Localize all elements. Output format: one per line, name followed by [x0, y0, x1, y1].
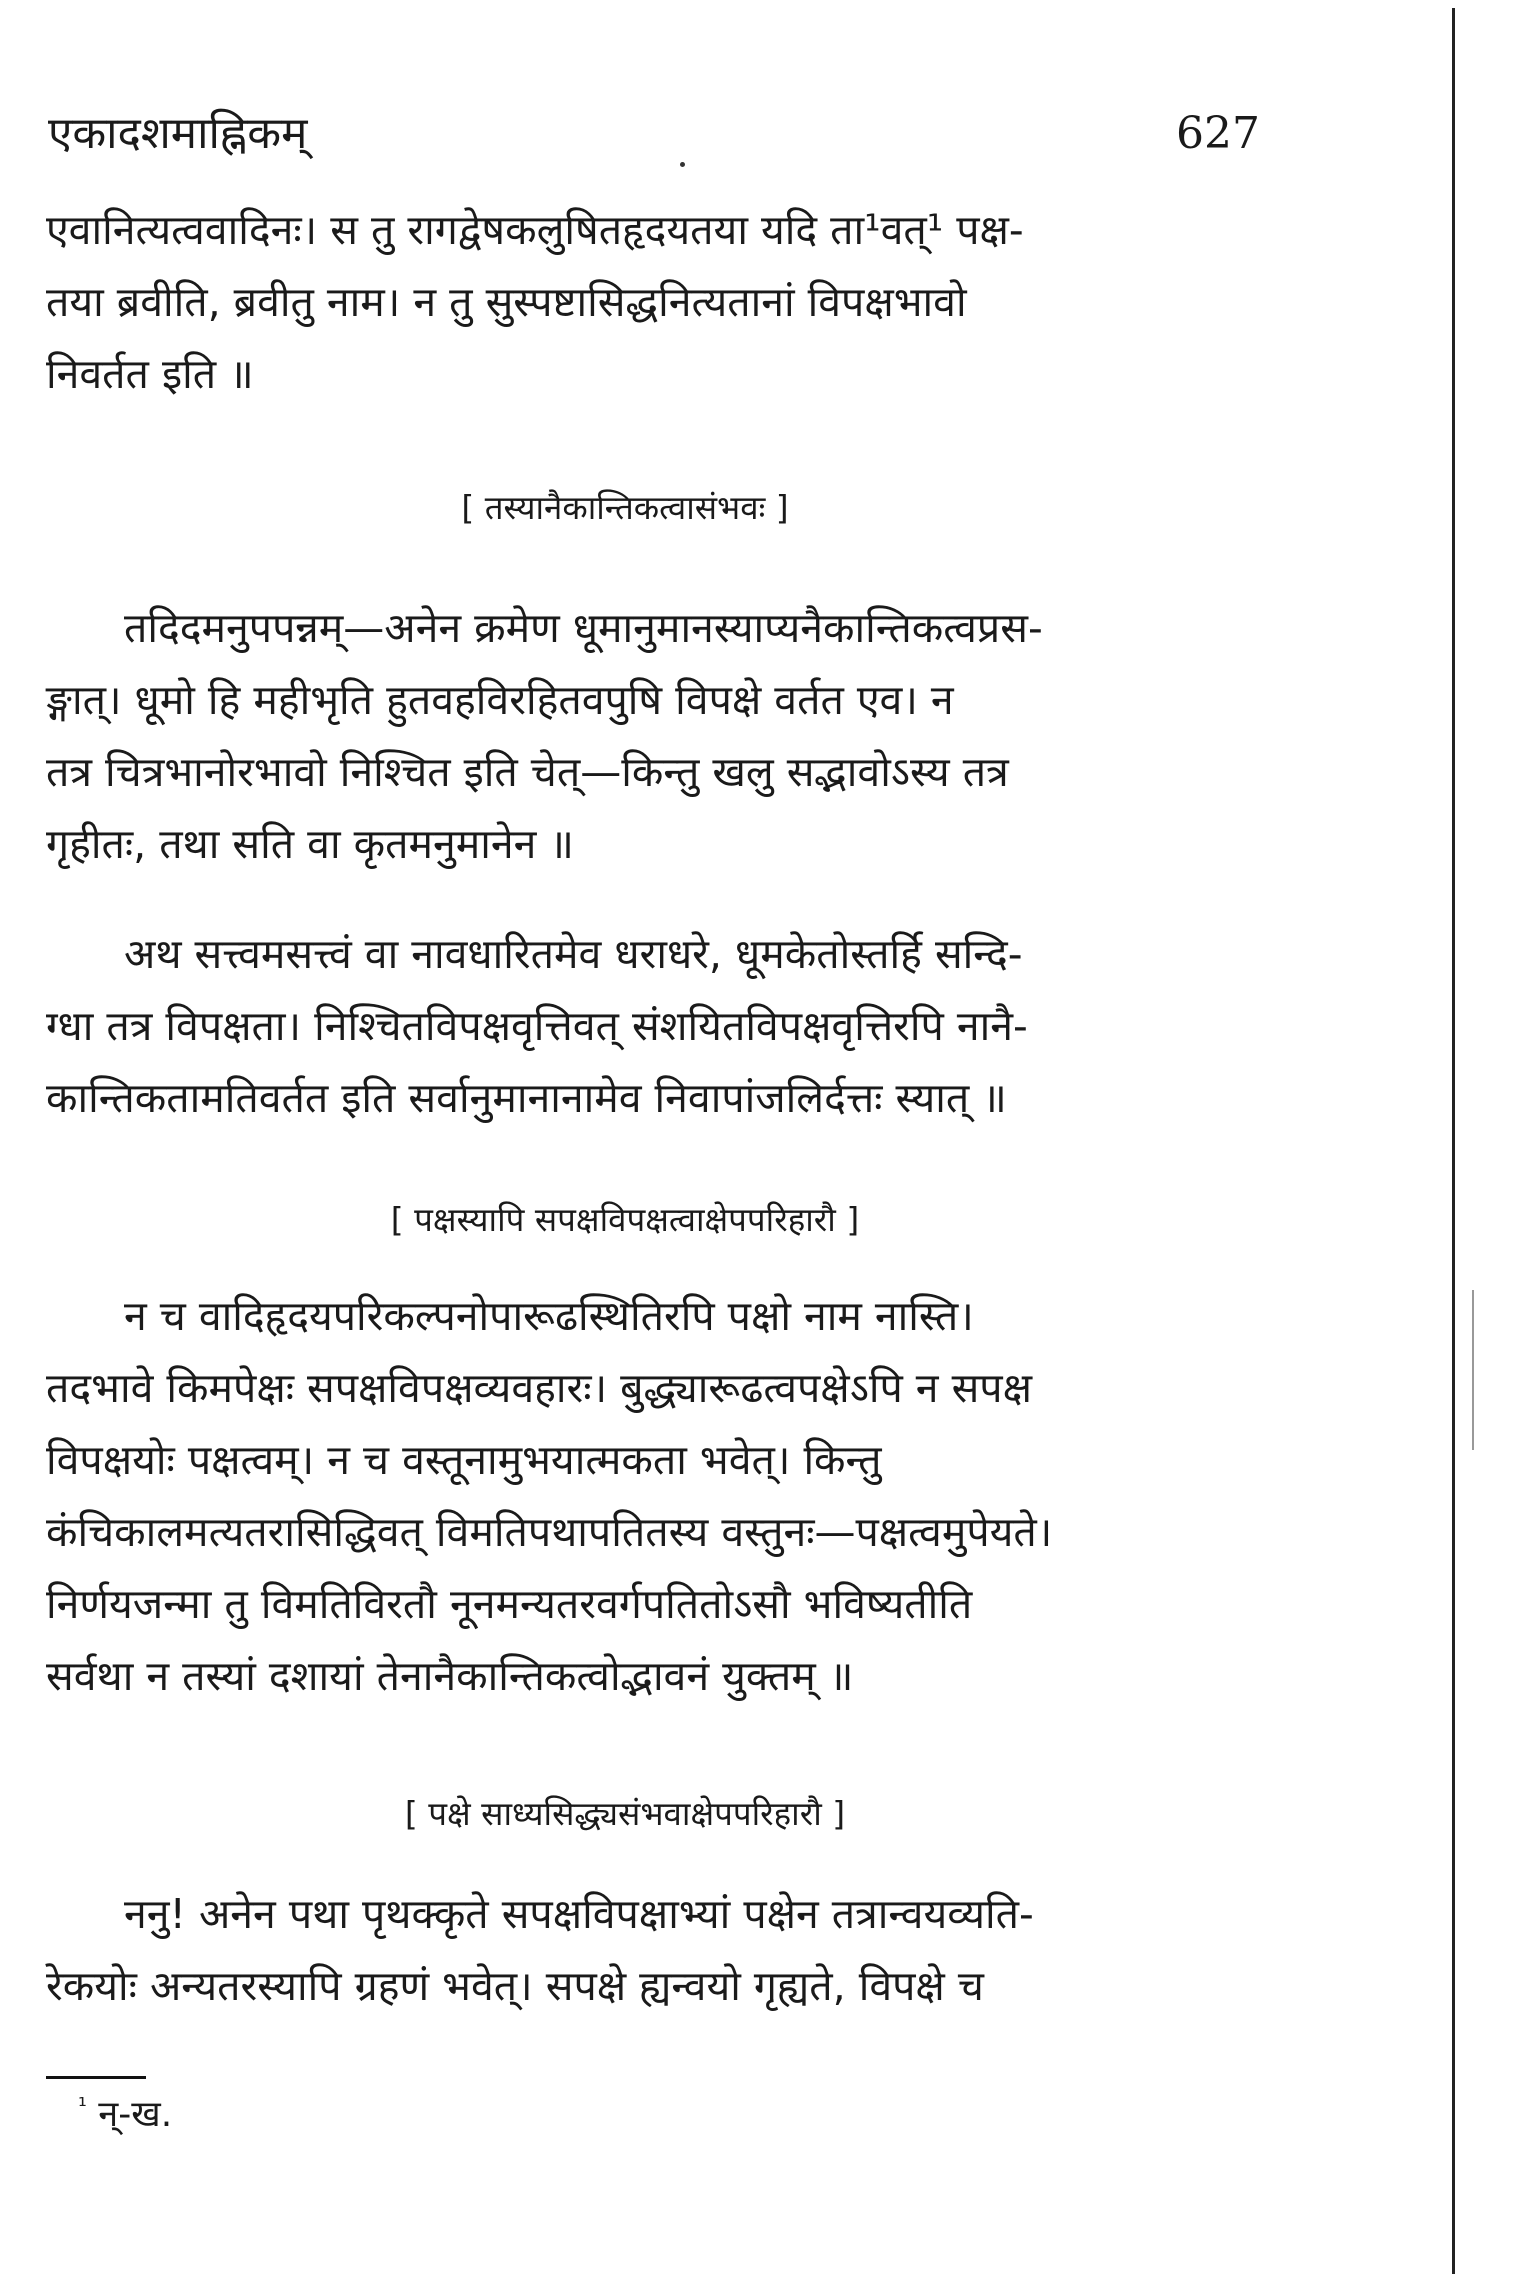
paragraph-1: [46, 194, 1246, 410]
text-line: गृहीतः, तथा सति वा कृतमनुमानेन ॥: [46, 820, 574, 868]
paragraph-4: [46, 1280, 1246, 1712]
text-line: निर्णयजन्मा तु विमतिविरतौ नूनमन्यतरवर्गपतितोऽसौ भविष्यतीति: [46, 1580, 973, 1628]
page-number: 627: [1176, 108, 1260, 159]
text-line: सर्वथा न तस्यां दशायां तेनानैकान्तिकत्वोद्भावनं युक्तम् ॥: [46, 1652, 854, 1700]
text-line: एवानित्यत्ववादिनः। स तु रागद्वेषकलुषितहृदयतया यदि ता¹वत्¹ पक्ष-: [46, 206, 1024, 254]
print-speck: [680, 162, 685, 167]
margin-mark: [1472, 1290, 1474, 1450]
text-line: ग्धा तत्र विपक्षता। निश्चितविपक्षवृत्तिवत् संशयितविपक्षवृत्तिरपि नानै-: [46, 1002, 1028, 1050]
running-header: एकादशमाह्निकम्: [48, 108, 308, 159]
paragraph-5: [46, 1878, 1246, 2022]
binding-edge-line: [1452, 8, 1455, 2274]
footnote-text: न्-ख.: [98, 2094, 173, 2135]
text-line: तदभावे किमपेक्षः सपक्षविपक्षव्यवहारः। बुद्ध्यारूढत्वपक्षेऽपि न सपक्ष: [46, 1364, 1032, 1412]
text-line: अथ सत्त्वमसत्त्वं वा नावधारितमेव धराधरे, धूमकेतोस्तर्हि सन्दि-: [124, 930, 1023, 978]
text-line: कान्तिकतामतिवर्तत इति सर्वानुमानानामेव निवापांजलिर्दत्तः स्यात् ॥: [46, 1074, 1007, 1122]
section-heading-1: [ तस्यानैकान्तिकत्वासंभवः ]: [461, 488, 789, 527]
text-line: न च वादिहृदयपरिकल्पनोपारूढस्थितिरपि पक्षो नाम नास्ति।: [124, 1292, 974, 1340]
footnote-rule: [46, 2076, 146, 2079]
footnote-marker: ¹: [78, 2094, 87, 2119]
footnote: [78, 2092, 172, 2139]
text-line: निवर्तत इति ॥: [46, 350, 254, 398]
text-line: रेकयोः अन्यतरस्यापि ग्रहणं भवेत्। सपक्षे ह्यन्वयो गृह्यते, विपक्षे च: [46, 1962, 984, 2010]
text-line: कंचिकालमत्यतरासिद्धिवत् विमतिपथापतितस्य वस्तुनः—पक्षत्वमुपेयते।: [46, 1508, 1053, 1556]
text-line: तत्र चित्रभानोरभावो निश्चित इति चेत्—किन्तु खलु सद्भावोऽस्य तत्र: [46, 748, 1009, 796]
text-line: विपक्षयोः पक्षत्वम्। न च वस्तूनामुभयात्मकता भवेत्। किन्तु: [46, 1436, 882, 1484]
text-line: तया ब्रवीति, ब्रवीतु नाम। न तु सुस्पष्टासिद्धनित्यतानां विपक्षभावो: [46, 278, 967, 326]
paragraph-3: [46, 918, 1246, 1134]
text-line: ङ्गात्। धूमो हि महीभृति हुतवहविरहितवपुषि विपक्षे वर्तत एव। न: [46, 676, 954, 724]
text-line: ननु! अनेन पथा पृथक्कृते सपक्षविपक्षाभ्यां पक्षेन तत्रान्वयव्यति-: [124, 1890, 1034, 1938]
text-line: तदिदमनुपपन्नम्—अनेन क्रमेण धूमानुमानस्याप्यनैकान्तिकत्वप्रस-: [124, 604, 1043, 652]
section-heading-2: [ पक्षस्यापि सपक्षविपक्षत्वाक्षेपपरिहारौ ]: [390, 1200, 860, 1239]
section-heading-3: [ पक्षे साध्यसिद्ध्यसंभवाक्षेपपरिहारौ ]: [404, 1794, 846, 1833]
paragraph-2: [46, 592, 1246, 880]
